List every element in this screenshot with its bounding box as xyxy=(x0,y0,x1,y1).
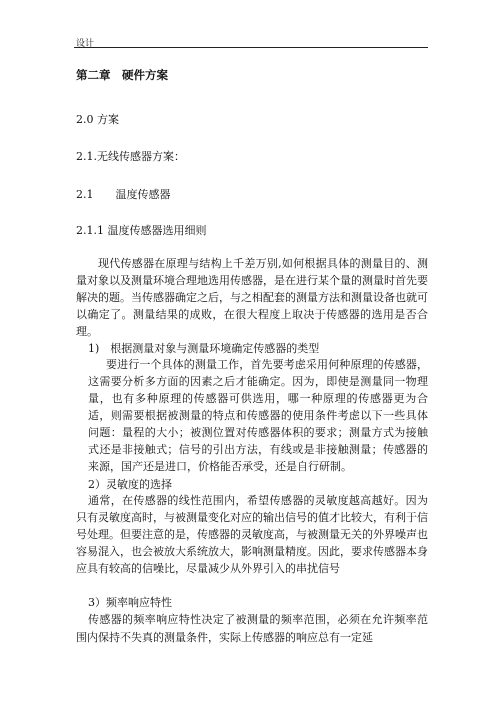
item2-label: 2）灵敏度的选择 xyxy=(88,478,172,491)
subsection-heading: 2.1.无线传感器方案： xyxy=(76,150,185,163)
intro-paragraph: 现代传感器在原理与结构上千差万别,如何根据具体的测量目的、测量对象以及测量环境合理地选用传感器，是在进行某个量的测量时首先要解决的题。当传感器确定之后，与之相配套的测量方法和测量设备也就可以确定了。测量结果的成败，在很大程度上取决于传感器的选用是否合理。 xyxy=(76,257,428,338)
subsubsection-title: 温度传感器 xyxy=(115,188,171,201)
subsubsection-heading xyxy=(76,186,171,202)
chapter-heading: 第二章 硬件方案 xyxy=(76,68,168,82)
subsubsection-number: 2.1 xyxy=(76,188,94,201)
item1-label: 1) 根据测量对象与测量环境确定传感器的类型 xyxy=(88,342,320,355)
item3-paragraph: 传感器的频率响应特性决定了被测量的频率范围，必须在允许频率范围内保持不失真的测量条件，实际上传感器的响应总有一定延 xyxy=(76,613,428,644)
item1-paragraph: 要进行一个具体的测量工作，首先要考虑采用何种原理的传感器，这需要分析多方面的因素之后才能确定。因为，即使是测量同一物理量，也有多种原理的传感器可供选用，哪一种原理的传感器更为合适，则需要根据被测量的特点和传感器的使用条件考虑以下一些具体问题：量程的大小；被测位置对传感器体积的要求；测量方式为接触式还是非接触式；信号的引出方法，有线或是非接触测量；传感器的来源，国产还是进口，价格能否承受，还是自行研制。 xyxy=(88,358,428,473)
page-header: 设计 xyxy=(76,39,95,49)
item2-paragraph: 通常，在传感器的线性范围内，希望传感器的灵敏度越高越好。因为只有灵敏度高时，与被测量变化对应的输出信号的值才比较大，有利于信号处理。但要注意的是，传感器的灵敏度高，与被测量无关的外界噪声也容易混入，也会被放大系统放大，影响测量精度。因此，要求传感器本身应具有较高的信噪比，尽量减少从外界引入的串扰信号 xyxy=(76,494,428,575)
item3-label: 3）频率响应特性 xyxy=(88,596,172,609)
detail-heading: 2.1.1 温度传感器选用细则 xyxy=(76,224,207,237)
section-heading: 2.0 方案 xyxy=(76,113,119,126)
header-divider xyxy=(74,47,428,48)
